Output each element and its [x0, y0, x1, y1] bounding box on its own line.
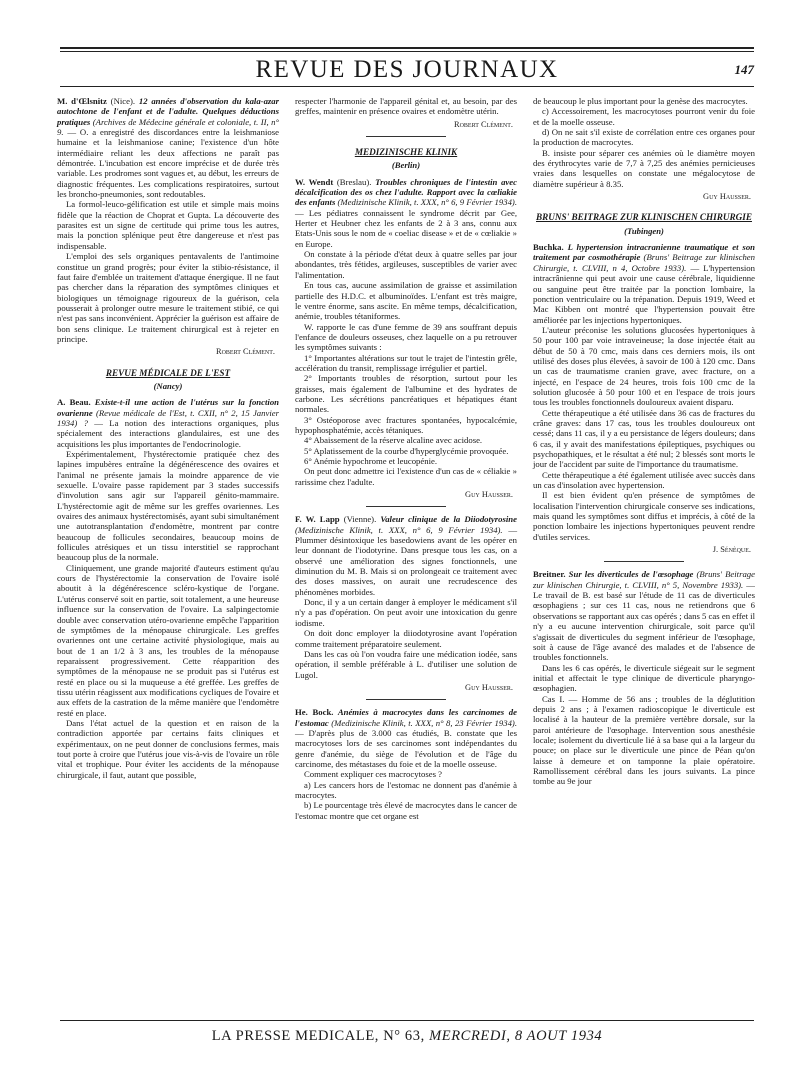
list-item: c) Accessoirement, les macrocytoses pourront venir du foie et de la moelle osseuse.	[533, 106, 755, 127]
divider	[366, 136, 446, 137]
list-item: 6° Anémie hypochrome et leucopénie.	[304, 456, 438, 466]
list-item: 3° Ostéoporose avec fractures spontanées, hypocalcémie, hypophosphatémie, accès tétaniques.	[295, 414, 517, 435]
paragraph: Cette thérapeutique a été également utilisée avec succès dans un cas d'insolation avec hypertension.	[533, 469, 755, 491]
list-item: 1° Importantes altérations sur tout le trajet de l'intestin grêle, accélération du transit, remplissage irrégulier et partiel.	[295, 352, 517, 373]
header-top-rule-thin	[60, 51, 754, 52]
section-title: BRUNS' BEITRAGE ZUR KLINISCHEN CHIRURGIE	[536, 212, 752, 223]
paragraph: En tous cas, aucune assimilation de graisse et assimilation partielle des H.D.C. et albuminoïdes. L'enfant est très maigre, le ventre énorme, sans ascite. En même temps, décalcification, anémie, troubles tétaniformes.	[295, 280, 517, 322]
column-3	[533, 96, 755, 787]
article-title: Existe-t-il une action de l'utérus sur la fonction ovarienne	[57, 397, 279, 418]
page-footer	[60, 1028, 754, 1045]
paragraph: Cette thérapeutique a été utilisée dans 36 cas de fractures du crâne graves: dans 17 cas, tous les troubles douloureux ont cessé; dans 11 cas, il y a eu persistance de légers douleurs; dans 6 cas, il y avait des manifestations épileptiques, psychiques ou psychopathiques, et le résultat a été nul; 2 blessés sont morts le jour de l'accident par suite de l'importance du traumatisme.	[533, 407, 755, 470]
reference: (Medizinische Klinik, t. XXX, n° 6, 9 Février 1934).	[295, 524, 503, 535]
section-city: (Tubingen)	[624, 225, 664, 236]
article-title: L hypertension intracranienne traumatique et son traitement par cosmothérapie	[533, 242, 755, 263]
author: A. Beau.	[57, 397, 91, 408]
article-title: Anémies à macrocytes dans les carcinomes de l'estomac	[295, 707, 517, 728]
paragraph: W. rapporte le cas d'une femme de 39 ans souffrant depuis l'enfance de douleurs osseuses, chez laquelle on a pu retrouver les symptômes suivants :	[295, 321, 517, 353]
author: F. W. Lapp	[295, 514, 340, 525]
divider	[366, 699, 446, 700]
reference: (Medizinische Klinik, t. XXX, n° 6, 9 Février 1934).	[335, 197, 517, 208]
signature: Guy Hausser.	[703, 192, 751, 202]
paragraph: On doit donc employer la diiodotyrosine avant l'opération comme traitement préparatoire seulement.	[295, 628, 517, 649]
paragraph: Donc, il y a un certain danger à employer le médicament s'il n'y a pas d'opération. On peut avoir une intoxication du genre iodisme.	[295, 597, 517, 628]
section-city: (Nancy)	[153, 380, 183, 391]
paragraph: Dans les cas où l'on voudra faire une médication iodée, sans opération, il semble préférable à L. d'utiliser une solution de Lugol.	[295, 648, 517, 680]
article-beau	[57, 397, 279, 449]
article-breitner	[533, 569, 755, 662]
reference: (Bruns' Beitrage zur klinischen Chirurgie, t. CLVIII, n 4, Octobre 1933).	[533, 252, 755, 273]
footer-date: MERCREDI, 8 AOUT 1934	[429, 1028, 603, 1044]
paragraph: La formol-leuco-gélification est utile et simple mais moins fidèle que la réaction de Choprat et Gupta. La découverte des parasites est un signe de certitude qui prime tous les autres, mais la ponction splénique peut être dangereuse et n'est pas indispensable.	[57, 199, 279, 251]
running-title: REVUE DES JOURNAUX	[255, 56, 559, 83]
author: Buchka.	[533, 242, 564, 253]
paragraph: Cas I. — Homme de 56 ans ; troubles de la déglutition depuis 2 ans ; à l'examen radioscopique le diverticule est localisé à la hauteur de la première vertèbre dorsale, sur la paroi antérieure de l'œsophage. Intervention sous anesthésie locale; isolement du diverticule lié à sa base qui a la largeur du pouce; on place sur le diverticule une pince de Péan qu'on laisse à demeure et on tamponne la plaie opératoire. Ramollissement cérébral dans les jours suivants. La pince tombe au 9e jour	[533, 693, 755, 787]
signature: Guy Hausser.	[465, 682, 513, 692]
list-item: b) Le pourcentage très élevé de macrocytes dans le cancer de l'estomac montre que cet organe est	[295, 800, 517, 821]
reference: (Revue médicale de l'Est, t. CXII, n° 2, 15 Janvier 1934) ?	[57, 407, 279, 428]
city: (Breslau).	[333, 176, 376, 187]
header-bottom-rule	[60, 86, 754, 87]
header-top-rule	[60, 47, 754, 49]
footer-rule	[60, 1020, 754, 1021]
article-lapp	[295, 514, 517, 597]
paragraph: On peut donc admettre ici l'existence d'un cas de « céliakie » rarissime chez l'adulte.	[295, 466, 517, 487]
article-title: Valeur clinique de la Diiodotyrosine	[380, 514, 517, 525]
signature: Robert Clément.	[216, 347, 275, 357]
section-title: MEDIZINISCHE KLINIK	[354, 147, 458, 158]
divider	[366, 506, 446, 507]
paragraph: — L'hypertension intracrânienne qui peut avoir une cause cérébrale, liquidienne ou sanguine peut être traitée par la ponction lombaire, la ponction ventriculaire ou la trépanation. Depuis 1919, Weed et Mac Kibben ont montré que l'hypertension pouvait être améliorée par les injections hypertoniques.	[533, 262, 755, 325]
footer-journal: LA PRESSE MEDICALE, N° 63,	[211, 1028, 425, 1044]
reference: (Archives de Médecine générale et coloniale, t. II, n° 9.	[57, 116, 279, 138]
paragraph: B. insiste pour séparer ces anémies où le diamètre moyen des érythrocytes varie de 7,7 à 7,25 des anémies pernicieuses vraies dans lesquelles on constate une mégalocytose de diamètre supérieur à 8.35.	[533, 147, 755, 189]
list-item: 4° Abaissement de la réserve alcaline avec acidose.	[304, 435, 483, 446]
paragraph: de beaucoup le plus important pour la genèse des macrocytes.	[533, 96, 748, 106]
paragraph: — La notion des interactions organiques, plus spécialement des interactions glandulaires, est une des acquisitions les plus importantes de l'endocrinologie.	[57, 417, 279, 449]
column-2	[295, 96, 517, 821]
author: He. Bock.	[295, 707, 334, 718]
author: Breitner.	[533, 569, 566, 580]
paragraph: — D'après plus de 3.000 cas étudiés, B. constate que les macrocytoses lors de ses carcinomes sont indépendantes du genre d'anémie, du siège de l'évolution et de l'âge du carcinome, des métastases du foie et de la moelle osseuse.	[295, 727, 517, 769]
section-title: REVUE MÉDICALE DE L'EST	[105, 367, 231, 378]
article-title: Troubles chroniques de l'intestin avec décalcification des os chez l'adulte. Rapport avec la cœliakie des enfants	[295, 176, 517, 208]
article-wendt	[295, 177, 517, 249]
article-oelsnitz	[57, 96, 279, 199]
article-title: Sur les diverticules de l'œsophage	[565, 569, 694, 580]
paragraph: Dans l'état actuel de la question et en raison de la contradiction apportée par certains faits cliniques et expérimentaux, on ne peut donner de conclusions fermes, mais tout porte à croire que l'utérus joue vis-à-vis de l'ovaire un rôle vital et trophique. Pour éviter les accidents de la ménopause chirurgicale, il faut, autant que possible,	[57, 717, 279, 780]
list-item: d) On ne sait s'il existe de corrélation entre ces organes pour la production de macrocytes.	[533, 127, 755, 148]
divider	[604, 561, 684, 562]
article-title: 12 années d'observation du kala-azar autochtone de l'enfant et de l'adulte. Quelques déductions pratiques	[57, 96, 280, 127]
paragraph: — Le travail de B. est basé sur l'étude de 11 cas de diverticules œsophagiens ; sur ces 11 cas, nous ne retiendrons que 6 observations se rapportant aux cas opérés ; dans 5 cas en effet il n'y a eu aucune intervention chirurgicale, soit parce qu'il s'agissait de diverticules du segment inférieur de l'œsophage, soit à cause de l'âge avancé des malades et de l'absence de troubles fonctionnels.	[533, 579, 755, 663]
city: (Nice).	[106, 96, 139, 106]
paragraph: L'emploi des sels organiques pentavalents de l'antimoine constitue un grand progrès; pour éviter la stibio-résistance, il faut faire d'emblée un traitement d'attaque énergique. Il ne faut pas chercher dans la réparation des symptômes cliniques et biologiques un témoignage rigoureux de la guérison, cela pousserait à prolonger outre mesure le traitement stibié, ce qui n'est pas sans inconvénient. Apprécier la guérison est affaire de bon sens clinique. Le traitement chirurgical est à rejeter en principe.	[57, 251, 279, 344]
page-number: 147	[734, 62, 754, 77]
paragraph: Cliniquement, une grande majorité d'auteurs estiment qu'au cours de l'hystérectomie la conservation de l'ovaire isolé aboutit à la dégénérescence scléro-kystique de l'organe. L'utérus conservé soit en partie, soit totalement, a une heureuse influence sur la conservation de l'ovaire. La salpingectomie double avec conservation utéro-ovarienne empêche l'apparition de symptômes de la ménopause chirurgicale. Les greffes ovariennes ont une certaine activité physiologique, mais au bout de 1 an 1/2 à 3 ans, les troubles de la ménopause reparaissent progressivement. Cette réapparition des symptômes de la ménopause ne se produit pas si l'utérus est resté en place ou si la muqueuse a été greffée. Les greffes de tissu utérin réagissent aux modifications cycliques de l'ovaire et aux effets de la castration de la même manière que l'endomètre resté en place.	[57, 562, 279, 718]
signature: Guy Hausser.	[465, 490, 513, 500]
city: (Vienne).	[339, 514, 381, 525]
signature: Robert Clément.	[454, 119, 513, 129]
paragraph: Comment expliquer ces macrocytoses ?	[304, 769, 442, 780]
list-item: 2° Importants troubles de résorption, surtout pour les graisses, mais également de l'albumine et des hydrates de carbone. Les sécrétions pancréatiques et hépatiques étant normales.	[295, 373, 517, 415]
signature: J. Sénèque.	[712, 545, 751, 555]
paragraph: — Plummer désintoxique les basedowiens avant de les opérer en leur donnant de l'iodotyrine. Dans presque tous les cas, on a observé une amélioration des signes fonctionnels, une diminution du M. B. Mais si on prolongeait ce traitement avec des doses massives, on aurait une recrudescence des phénomènes morbides.	[295, 524, 517, 597]
column-1	[57, 96, 279, 780]
article-bock	[295, 707, 517, 769]
paragraph: On constate à la période d'état deux à quatre selles par jour abondantes, très fétides, argileuses, susceptibles de varier avec l'alimentation.	[295, 249, 517, 280]
list-item: 5° Aplatissement de la courbe d'hyperglycémie provoquée.	[304, 445, 509, 456]
paragraph: Dans les 6 cas opérés, le diverticule siégeait sur le segment initial et affectait le type clinique de diverticule pharyngo-œsophagien.	[533, 662, 755, 694]
paragraph: Expérimentalement, l'hystérectomie pratiquée chez des lapines impubères entraîne la dégénérescence des ovaires et l'animal ne présente jamais la moindre apparence de vie sexuelle. L'ovaire passe rapidement par 3 stades successifs d'involution sans agir sur l'appareil génito-mammaire. L'hystérectomie agit de même sur les greffes ovariennes. Les ovaires des animaux hystérectomisés, ayant subi simultanément une autotransplantation d'endomètre, montrent par contre beaucoup de follicules secondaires, beaucoup moins de follicules atrésiques et un tissu interstitiel se rapprochant beaucoup plus de la normale.	[57, 449, 279, 563]
author: M. d'Œlsnitz	[57, 96, 107, 106]
list-item: a) Les cancers hors de l'estomac ne donnent pas d'anémie à macrocytes.	[295, 779, 517, 800]
paragraph: Il est bien évident qu'en présence de symptômes de localisation l'intervention chirurgicale conserve ses indications, mais quand les symptômes sont diffus et imprécis, à côté de la ponction lombaire les injections hypertoniques peuvent rendre d'utiles services.	[533, 490, 755, 542]
paragraph: — O. a enregistré des discordances entre la leishmaniose humaine et la leishmaniose canine; l'existence d'un hôte intermédiaire reliant les deux affections ne paraît pas démontrée. L'incubation est encore imprécise et de durée très variable. Les prodromes sont vagues et, au début, les erreurs de diagnostic fréquentes. Les complications respiratoires, surtout les broncho-pneumonies, sont redoutables.	[57, 127, 279, 200]
paragraph: respecter l'harmonie de l'appareil génital et, au besoin, par des greffes, maintenir en présence ovaires et endomètre utérin.	[295, 96, 517, 117]
reference: (Bruns' Beitrage zur klinischen Chirurgie, t. CLVIII, n° 5, Novembre 1933).	[533, 569, 755, 590]
section-city: (Berlin)	[391, 160, 421, 171]
reference: (Medizinische Klinik, t. XXX, n° 8, 23 Février 1934).	[328, 717, 517, 728]
article-buchka	[533, 242, 755, 325]
page-header	[60, 56, 754, 86]
author: W. Wendt	[295, 176, 334, 187]
paragraph: L'auteur préconise les solutions glucosées hypertoniques à 50 pour 100 par voie intraveineuse; la dose injectée était au début de 50 à 70 cmc, mais dans ces derniers mois, ils ont utilisé des doses plus élevées, à savoir de 100 à 120 cmc. Dans un cas de traumatisme cranien grave, avec fracture, on a injecté, en l'espace de 24 heures, trois fois 100 cmc de la solution glucosée à 50 pour 100 et en l'espace de trois jours tous les troubles fonctionnels douloureux avaient disparu.	[533, 324, 755, 408]
paragraph: — Les pédiatres connaissent le syndrome décrit par Gee, Herter et Heubner chez les enfants de 2 à 3 ans, connu aux Etats-Unis sous le nom de « coeliac disease » et de « cœliakie » en Europe.	[295, 207, 517, 249]
